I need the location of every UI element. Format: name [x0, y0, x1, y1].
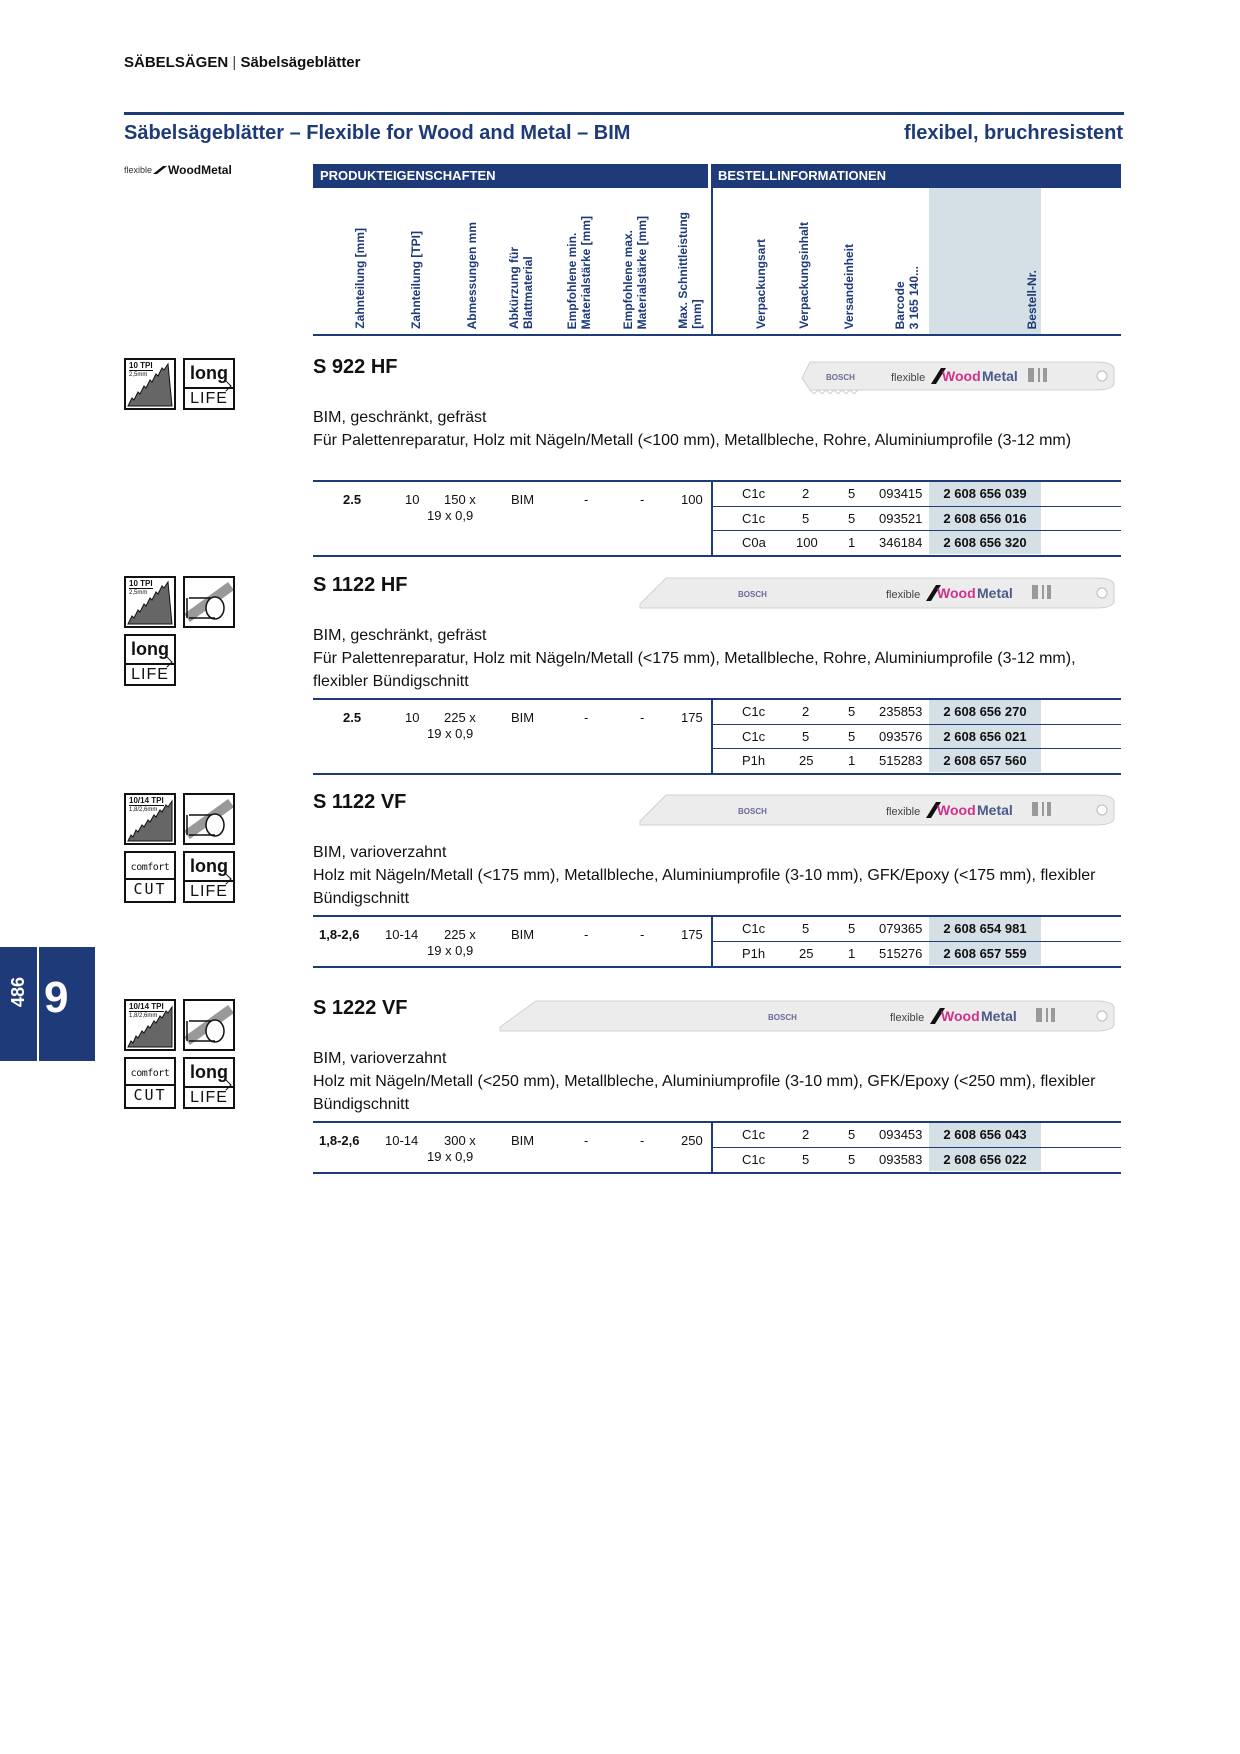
order-row	[713, 941, 1121, 965]
tpi-value: 10 TPI	[129, 361, 153, 370]
cell-bestell: 2 608 657 559	[943, 946, 1027, 961]
long-label: long	[131, 639, 169, 659]
page-subtitle: flexibel, bruchresistent	[904, 122, 1123, 144]
saw-blade-image	[496, 997, 1116, 1035]
comfort-cut-icon	[124, 851, 176, 903]
cell-barcode: 235853	[879, 704, 923, 719]
title-rule	[124, 112, 1124, 115]
cell-zahnteilung-mm: 1,8-2,6	[319, 927, 360, 942]
order-row	[713, 917, 1121, 941]
cell-barcode: 515276	[879, 946, 923, 961]
product-section-s1222vf	[0, 997, 1240, 1177]
long-life-icon	[183, 851, 235, 903]
col-head-barcode: Barcode 3 165 140...	[893, 265, 921, 329]
blade-flexible: flexible	[890, 1012, 925, 1024]
cell-inhalt: 100	[796, 535, 818, 550]
col-head-verpackungsinhalt: Verpackungsinhalt	[797, 222, 811, 329]
cell-max: -	[640, 1133, 645, 1148]
cell-barcode: 093576	[879, 729, 923, 744]
cell-art: C1c	[742, 704, 766, 719]
cell-inhalt: 5	[802, 511, 810, 526]
cell-min: -	[584, 492, 589, 507]
long-life-icon	[183, 358, 235, 410]
cell-material: BIM	[511, 1133, 535, 1148]
blade-wood: Wood	[941, 1008, 980, 1024]
cell-barcode: 346184	[879, 535, 923, 550]
model-name: S 1222 VF	[313, 997, 408, 1019]
cell-inhalt: 25	[799, 753, 814, 768]
tpi-value: 10/14 TPI	[129, 1002, 164, 1011]
col-head-abkuerzung: Abkürzung für Blattmaterial	[507, 247, 535, 329]
blade-brand: BOSCH	[768, 1013, 797, 1022]
cell-abmessungen-2: 19 x 0,9	[427, 726, 474, 741]
order-row	[713, 506, 1121, 530]
pipe-cut-icon	[183, 576, 235, 628]
tpi-mm: 2,5mm	[129, 370, 153, 380]
cell-max: -	[640, 492, 645, 507]
breadcrumb-sub: Säbelsägeblätter	[240, 54, 361, 71]
life-label: LIFE	[126, 663, 174, 684]
tpi-mm: 1,8/2,6mm	[129, 1011, 164, 1021]
cell-inhalt: 5	[802, 1152, 810, 1167]
product-section-s1122vf	[0, 791, 1240, 971]
blade-brand: BOSCH	[738, 807, 767, 816]
blade-wood: Wood	[937, 802, 976, 818]
cell-barcode: 515283	[879, 753, 923, 768]
saw-blade-image	[636, 791, 1116, 829]
comfort-label: comfort	[130, 1068, 170, 1079]
blade-brand: BOSCH	[738, 590, 767, 599]
cell-schnitt: 175	[681, 710, 703, 725]
life-label: LIFE	[185, 387, 233, 408]
cell-zahnteilung-mm: 2.5	[343, 492, 362, 507]
chapter-tab	[0, 947, 95, 1061]
cell-schnitt: 175	[681, 927, 703, 942]
breadcrumb-main: SÄBELSÄGEN	[124, 54, 229, 71]
blade-metal: Metal	[977, 802, 1013, 818]
tpi-value: 10 TPI	[129, 579, 153, 588]
model-name: S 1122 HF	[313, 574, 408, 596]
application-text: Für Palettenreparatur, Holz mit Nägeln/Metall (<100 mm), Metallbleche, Rohre, Aluminiumprofile (3-12 mm)	[313, 432, 1072, 449]
cell-inhalt: 5	[802, 921, 810, 936]
comfort-label: comfort	[130, 862, 170, 873]
material-line: BIM, geschränkt, gefräst	[313, 409, 487, 426]
cell-zahnteilung-tpi: 10	[405, 492, 420, 507]
blade-flexible: flexible	[891, 372, 926, 384]
cell-schnitt: 100	[681, 492, 703, 507]
long-life-icon	[183, 1057, 235, 1109]
cell-abmessungen-2: 19 x 0,9	[427, 1149, 474, 1164]
cell-art: C1c	[742, 486, 766, 501]
cell-abmessungen-2: 19 x 0,9	[427, 943, 474, 958]
cell-bestell: 2 608 656 021	[943, 729, 1027, 744]
cell-einheit: 5	[848, 511, 856, 526]
material-line: BIM, varioverzahnt	[313, 1050, 447, 1067]
cell-abmessungen-1: 300 x	[444, 1133, 476, 1148]
col-head-bestell-nr: Bestell-Nr.	[1025, 269, 1039, 329]
col-head-versandeinheit: Versandeinheit	[842, 243, 856, 329]
cell-einheit: 5	[848, 486, 856, 501]
cell-einheit: 5	[848, 921, 856, 936]
cell-barcode: 093583	[879, 1152, 923, 1167]
cell-inhalt: 2	[802, 704, 810, 719]
col-head-schnittleistung: Max. Schnittleistung [mm]	[676, 212, 704, 329]
tpi-label	[129, 361, 153, 380]
brand-logo	[124, 163, 232, 177]
cell-bestell: 2 608 656 039	[943, 486, 1027, 501]
cell-art: C1c	[742, 1152, 766, 1167]
brand-logo-small: flexible	[124, 165, 153, 175]
order-row	[713, 482, 1121, 506]
product-description	[313, 624, 1113, 693]
tpi-1014-icon	[124, 793, 176, 845]
cell-max: -	[640, 710, 645, 725]
cell-zahnteilung-tpi: 10-14	[385, 1133, 419, 1148]
order-row	[713, 1147, 1121, 1171]
long-label: long	[190, 363, 228, 383]
cell-einheit: 5	[848, 1152, 856, 1167]
page-title: Säbelsägeblätter – Flexible for Wood and Metal – BIM	[124, 122, 631, 144]
cell-inhalt: 2	[802, 486, 810, 501]
application-text: Holz mit Nägeln/Metall (<175 mm), Metallbleche, Aluminiumprofile (3-10 mm), GFK/Epoxy (<175 mm), flexibler Bündigschnitt	[313, 867, 1096, 907]
cell-zahnteilung-mm: 2.5	[343, 710, 362, 725]
cell-zahnteilung-mm: 1,8-2,6	[319, 1133, 360, 1148]
cell-art: P1h	[742, 946, 766, 961]
cell-abmessungen-1: 225 x	[444, 710, 476, 725]
blade-metal: Metal	[982, 368, 1018, 384]
saw-blade-image	[796, 356, 1116, 394]
header-band-product: PRODUKTEIGENSCHAFTEN	[313, 164, 708, 188]
cell-art: C1c	[742, 511, 766, 526]
cell-min: -	[584, 710, 589, 725]
blade-wood: Wood	[942, 368, 981, 384]
cell-inhalt: 25	[799, 946, 814, 961]
breadcrumb	[124, 54, 361, 71]
cell-min: -	[584, 1133, 589, 1148]
cell-einheit: 1	[848, 535, 856, 550]
cell-barcode: 093453	[879, 1127, 923, 1142]
cell-art: C0a	[742, 535, 766, 550]
comfort-cut-icon	[124, 1057, 176, 1109]
cell-einheit: 5	[848, 704, 856, 719]
life-label: LIFE	[185, 880, 233, 901]
cell-barcode: 093415	[879, 486, 923, 501]
col-head-max-staerke: Empfohlene max. Materialstärke [mm]	[621, 215, 649, 329]
cell-art: C1c	[742, 921, 766, 936]
chapter-number: 9	[44, 973, 69, 1022]
col-head-zahnteilung-tpi: Zahnteilung [TPI]	[409, 231, 423, 329]
column-headers	[313, 188, 1121, 336]
cell-art: P1h	[742, 753, 766, 768]
material-line: BIM, geschränkt, gefräst	[313, 627, 487, 644]
long-life-icon	[124, 634, 176, 686]
cell-einheit: 5	[848, 729, 856, 744]
tpi-value: 10/14 TPI	[129, 796, 164, 805]
data-table	[313, 698, 1121, 775]
model-name: S 922 HF	[313, 356, 398, 378]
saw-blade-image	[636, 574, 1116, 612]
cell-bestell: 2 608 656 043	[943, 1127, 1027, 1142]
cell-schnitt: 250	[681, 1133, 703, 1148]
tpi-label	[129, 796, 164, 815]
cell-zahnteilung-tpi: 10-14	[385, 927, 419, 942]
product-description	[313, 841, 1113, 910]
product-section-s1122hf	[0, 574, 1240, 774]
cell-art: C1c	[742, 1127, 766, 1142]
application-text: Für Palettenreparatur, Holz mit Nägeln/Metall (<175 mm), Metallbleche, Rohre, Aluminiumprofile (3-12 mm), flexibler Bündigschnitt	[313, 650, 1076, 690]
cell-einheit: 1	[848, 753, 856, 768]
tpi-1014-icon	[124, 999, 176, 1051]
col-head-zahnteilung-mm: Zahnteilung [mm]	[353, 228, 367, 329]
cell-inhalt: 2	[802, 1127, 810, 1142]
cell-inhalt: 5	[802, 729, 810, 744]
cell-einheit: 1	[848, 946, 856, 961]
cell-material: BIM	[511, 492, 535, 507]
tpi-10-icon	[124, 358, 176, 410]
model-name: S 1122 VF	[313, 791, 407, 813]
cell-abmessungen-1: 150 x	[444, 492, 476, 507]
order-divider	[711, 188, 713, 334]
cell-bestell: 2 608 656 016	[943, 511, 1027, 526]
cell-bestell: 2 608 656 320	[943, 535, 1027, 550]
tpi-10-icon	[124, 576, 176, 628]
order-row	[713, 1123, 1121, 1147]
header-band-order: BESTELLINFORMATIONEN	[711, 164, 1121, 188]
cut-label: CUT	[126, 878, 174, 899]
order-row	[713, 748, 1121, 772]
cell-abmessungen-2: 19 x 0,9	[427, 508, 474, 523]
cell-max: -	[640, 927, 645, 942]
cell-material: BIM	[511, 710, 535, 725]
material-line: BIM, varioverzahnt	[313, 844, 447, 861]
tpi-label	[129, 1002, 164, 1021]
blade-flexible: flexible	[886, 806, 921, 818]
pipe-cut-icon	[183, 999, 235, 1051]
application-text: Holz mit Nägeln/Metall (<250 mm), Metallbleche, Aluminiumprofile (3-10 mm), GFK/Epoxy (<250 mm), flexibler Bündigschnitt	[313, 1073, 1096, 1113]
pipe-cut-icon	[183, 793, 235, 845]
data-table	[313, 480, 1121, 557]
cut-label: CUT	[126, 1084, 174, 1105]
cell-art: C1c	[742, 729, 766, 744]
cell-barcode: 079365	[879, 921, 923, 936]
long-label: long	[190, 1062, 228, 1082]
blade-slash-icon	[153, 165, 167, 175]
data-table	[313, 915, 1121, 968]
col-head-verpackungsart: Verpackungsart	[754, 238, 768, 329]
blade-wood: Wood	[937, 585, 976, 601]
order-row	[713, 700, 1121, 724]
long-label: long	[190, 856, 228, 876]
col-head-abmessungen: Abmessungen mm	[465, 221, 479, 329]
life-label: LIFE	[185, 1086, 233, 1107]
blade-flexible: flexible	[886, 589, 921, 601]
cell-material: BIM	[511, 927, 535, 942]
chapter-tab-divider	[37, 947, 39, 1061]
blade-metal: Metal	[981, 1008, 1017, 1024]
tpi-mm: 1,8/2,6mm	[129, 805, 164, 815]
order-row	[713, 724, 1121, 748]
product-description	[313, 1047, 1113, 1116]
breadcrumb-separator: |	[232, 54, 237, 71]
cell-bestell: 2 608 657 560	[943, 753, 1027, 768]
order-row	[713, 530, 1121, 554]
cell-bestell: 2 608 656 022	[943, 1152, 1027, 1167]
cell-min: -	[584, 927, 589, 942]
tpi-mm: 2,5mm	[129, 588, 153, 598]
cell-zahnteilung-tpi: 10	[405, 710, 420, 725]
product-section-s922hf	[0, 356, 1240, 556]
blade-brand: BOSCH	[826, 373, 855, 382]
product-description	[313, 406, 1113, 452]
cell-bestell: 2 608 654 981	[943, 921, 1027, 936]
blade-metal: Metal	[977, 585, 1013, 601]
brand-logo-strong: WoodMetal	[168, 163, 232, 177]
cell-abmessungen-1: 225 x	[444, 927, 476, 942]
col-head-min-staerke: Empfohlene min. Materialstärke [mm]	[565, 215, 593, 329]
cell-einheit: 5	[848, 1127, 856, 1142]
page-number: 486	[8, 977, 28, 1008]
cell-barcode: 093521	[879, 511, 923, 526]
tpi-label	[129, 579, 153, 598]
cell-bestell: 2 608 656 270	[943, 704, 1027, 719]
data-table	[313, 1121, 1121, 1174]
